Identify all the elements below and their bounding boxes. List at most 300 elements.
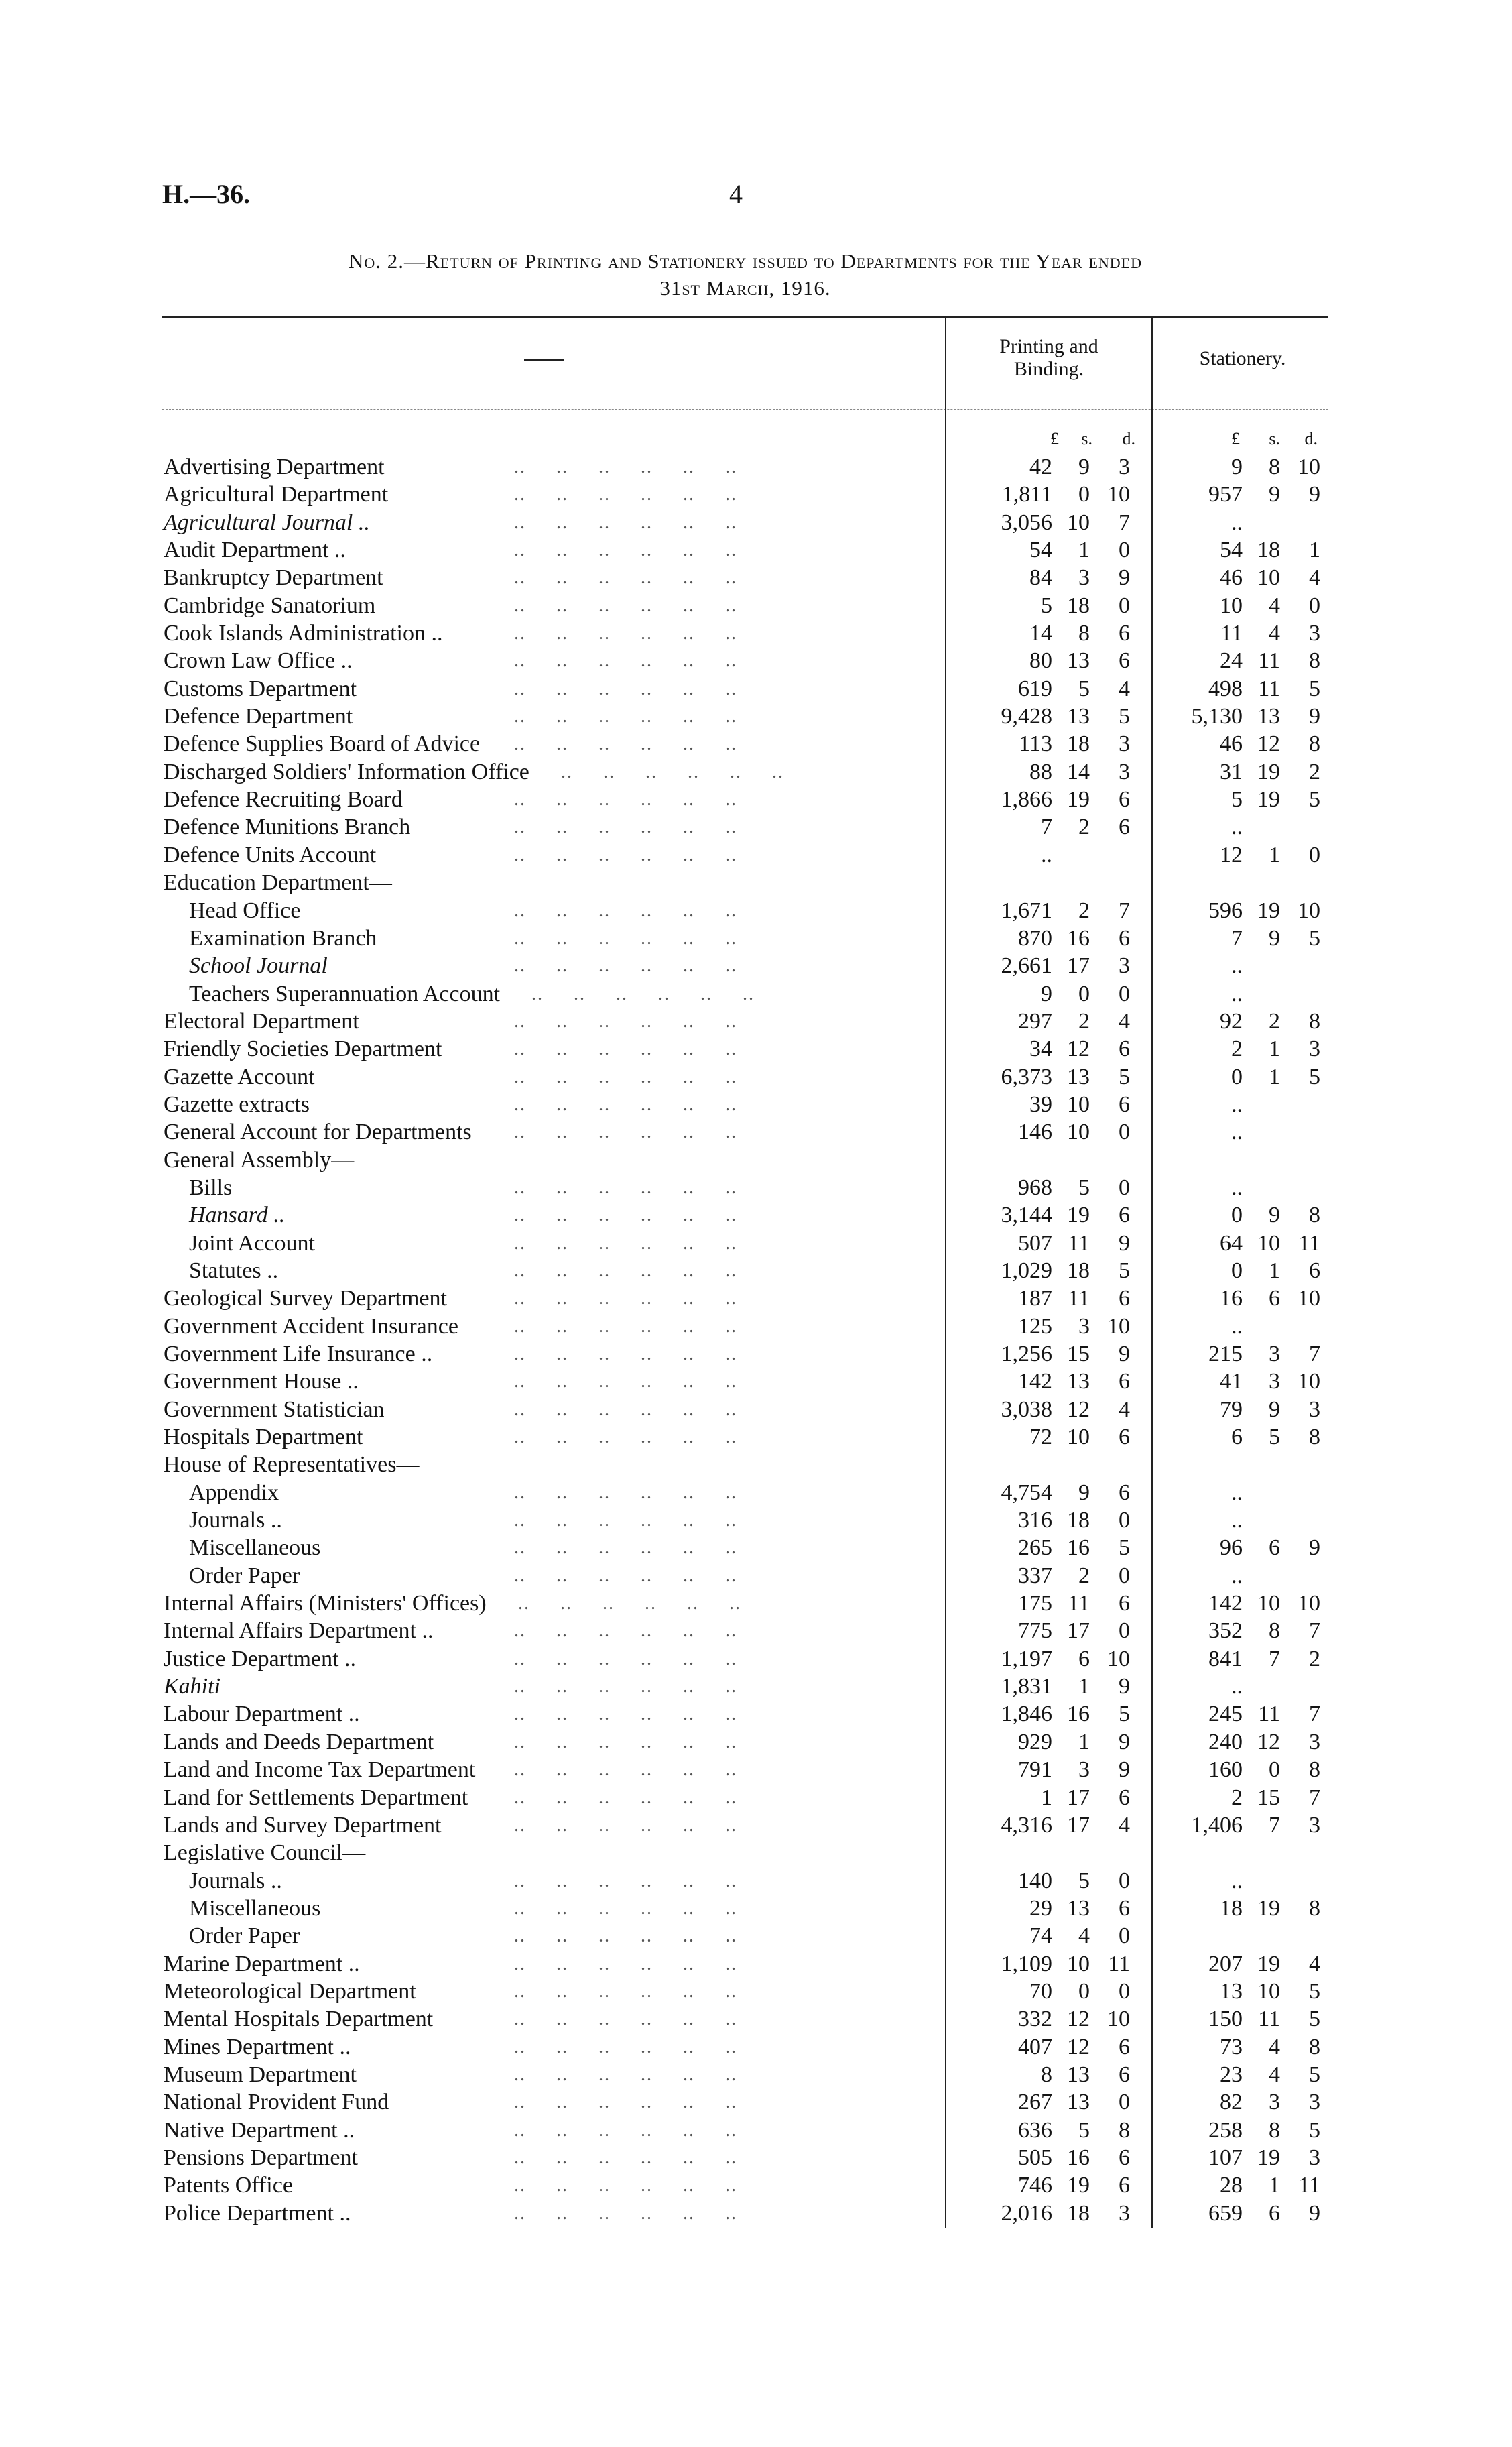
leader-dots: .. .. .. .. .. .. <box>496 650 737 672</box>
leader-dots: .. .. .. .. .. .. <box>496 706 737 727</box>
cell-printing-pounds: 5 <box>1041 593 1052 618</box>
leader-dots: .. .. .. .. .. .. <box>496 1759 737 1781</box>
table-row <box>0 1423 1512 1451</box>
cell-printing-shillings: 13 <box>1067 704 1090 729</box>
table-row <box>0 1451 1512 1478</box>
cell-stationery-pence: 8 <box>1309 1425 1320 1450</box>
leader-dots: .. .. .. .. .. .. <box>496 1427 737 1448</box>
cell-printing-shillings: 3 <box>1078 565 1090 591</box>
cell-stationery-shillings: 10 <box>1257 1591 1280 1616</box>
table-row <box>0 952 1512 979</box>
row-label: Marine Department .. <box>164 1951 360 1976</box>
leader-dots: .. .. .. .. .. .. <box>496 2092 737 2113</box>
cell-stationery-pence: 0 <box>1309 593 1320 618</box>
leader-dots: .. .. .. .. .. .. <box>496 484 737 505</box>
leader-dots: .. .. .. .. .. .. <box>496 1510 737 1531</box>
cell-stationery-pounds: 96 <box>1220 1535 1243 1561</box>
cell-printing-shillings: 2 <box>1078 898 1090 923</box>
cell-printing-shillings: 1 <box>1078 538 1090 563</box>
leader-dots: .. .. .. .. .. .. <box>496 1371 737 1392</box>
leader-dots: .. .. .. .. .. .. <box>496 1122 737 1143</box>
cell-stationery-shillings: 15 <box>1257 1785 1280 1810</box>
row-label: Order Paper <box>189 1923 300 1949</box>
leader-dots: .. .. .. .. .. .. <box>496 1344 737 1364</box>
cell-printing-shillings: 3 <box>1078 1313 1090 1339</box>
leader-dots: .. .. .. .. .. .. <box>496 1482 737 1503</box>
cell-stationery-pounds: 5,130 <box>1191 704 1243 729</box>
cell-stationery-pence: 3 <box>1309 621 1320 646</box>
row-label: Miscellaneous <box>189 1895 321 1921</box>
cell-stationery-pounds: 245 <box>1208 1702 1243 1727</box>
cell-stationery-pence: 10 <box>1298 455 1320 479</box>
cell-printing-pence: 0 <box>1119 1978 1130 2004</box>
cell-printing-pounds: 267 <box>1018 2090 1052 2115</box>
row-label: Gazette Account <box>164 1064 315 1089</box>
cell-stationery-pounds: .. <box>1231 953 1243 979</box>
cell-stationery-shillings: 9 <box>1269 1396 1280 1422</box>
row-label: Police Department .. <box>164 2200 351 2226</box>
cell-stationery-shillings: 8 <box>1269 2117 1280 2143</box>
table-row <box>0 1201 1512 1229</box>
table-row <box>0 1257 1512 1285</box>
cell-printing-shillings: 13 <box>1067 2062 1090 2087</box>
cell-printing-shillings: 13 <box>1067 1064 1090 1089</box>
cell-printing-shillings: 13 <box>1067 1369 1090 1394</box>
page-header <box>162 178 1369 219</box>
cell-stationery-pounds: 28 <box>1220 2173 1243 2198</box>
table-row <box>0 1230 1512 1257</box>
row-label: Bills <box>189 1175 233 1200</box>
cell-printing-pence: 0 <box>1119 1618 1130 1644</box>
leader-dots: .. .. .. .. .. .. <box>496 1676 737 1697</box>
cell-stationery-shillings: 9 <box>1269 482 1280 508</box>
cell-stationery-pence: 3 <box>1309 2145 1320 2170</box>
cell-stationery-pounds: 0 <box>1231 1203 1243 1228</box>
cell-stationery-pounds: 352 <box>1208 1618 1243 1644</box>
header-printing-binding <box>952 335 1146 381</box>
cell-stationery-shillings: 11 <box>1258 676 1280 701</box>
cell-printing-pence: 11 <box>1108 1951 1130 1976</box>
leader-dots: .. .. .. .. .. .. <box>496 1398 737 1420</box>
table-row <box>0 647 1512 674</box>
cell-printing-pounds: 9,428 <box>1001 704 1052 729</box>
cell-printing-pence: 5 <box>1119 1535 1130 1561</box>
cell-printing-pounds: 4,316 <box>1001 1812 1052 1838</box>
cell-printing-pence: 3 <box>1119 455 1130 479</box>
leader-dots: .. .. .. .. .. .. <box>496 1288 737 1309</box>
cell-printing-pounds: 1,846 <box>1001 1702 1052 1727</box>
row-label: Meteorological Department <box>164 1978 416 2004</box>
cell-printing-shillings: 12 <box>1067 2034 1090 2060</box>
cell-stationery-pounds: 31 <box>1220 759 1243 784</box>
cell-stationery-pounds: .. <box>1231 1313 1243 1339</box>
row-label: Hansard .. <box>189 1203 286 1228</box>
document-reference: H.—36. <box>162 179 251 209</box>
cell-printing-pence: 6 <box>1119 2062 1130 2087</box>
leader-dots: .. .. .. .. .. .. <box>496 2175 737 2196</box>
leader-dots: .. .. .. .. .. .. <box>496 567 737 589</box>
cell-printing-pence: 0 <box>1119 593 1130 618</box>
cell-printing-pence: 8 <box>1119 2117 1130 2143</box>
table-title <box>162 248 1328 302</box>
header-stationery: Stationery. <box>1199 347 1286 369</box>
table-row <box>0 1950 1512 1978</box>
cell-printing-shillings: 16 <box>1067 1535 1090 1561</box>
cell-printing-pence: 0 <box>1119 538 1130 563</box>
row-label: Bankruptcy Department <box>164 565 383 591</box>
cell-printing-shillings: 10 <box>1067 1425 1090 1450</box>
cell-printing-pence: 6 <box>1119 787 1130 813</box>
cell-printing-pence: 0 <box>1119 1923 1130 1949</box>
cell-stationery-pence: 9 <box>1309 704 1320 729</box>
leader-dots: .. .. .. .. .. .. <box>496 512 737 533</box>
cell-printing-pounds: 636 <box>1018 2117 1052 2143</box>
cell-stationery-pounds: .. <box>1231 1091 1243 1117</box>
row-label: Legislative Council— <box>164 1840 366 1866</box>
leader-dots: .. .. .. .. .. .. <box>496 1953 737 1974</box>
row-label: Head Office <box>189 898 301 923</box>
cell-printing-shillings: 19 <box>1067 787 1090 813</box>
table-row <box>0 1922 1512 1950</box>
cell-stationery-pence: 5 <box>1309 2117 1320 2143</box>
cell-printing-pounds: 507 <box>1018 1230 1052 1256</box>
table-row <box>0 592 1512 619</box>
leader-dots: .. .. .. .. .. .. <box>543 761 784 782</box>
leader-dots: .. .. .. .. .. .. <box>496 595 737 616</box>
cell-printing-pounds: 297 <box>1018 1008 1052 1034</box>
row-label: Gazette extracts <box>164 1091 310 1117</box>
cell-printing-shillings: 9 <box>1078 455 1090 479</box>
cell-stationery-shillings: 10 <box>1257 1978 1280 2004</box>
leader-dots: .. .. .. .. .. .. <box>496 1038 737 1060</box>
cell-stationery-pounds: 150 <box>1208 2007 1243 2032</box>
cell-stationery-shillings: 4 <box>1269 2034 1280 2060</box>
cell-stationery-pence: 8 <box>1309 648 1320 674</box>
cell-stationery-pounds: 258 <box>1208 2117 1243 2143</box>
row-label: Land for Settlements Department <box>164 1785 468 1810</box>
cell-printing-shillings: 5 <box>1078 676 1090 701</box>
cell-stationery-pence: 11 <box>1298 2173 1320 2198</box>
cell-printing-pounds: 3,038 <box>1001 1396 1052 1422</box>
cell-printing-pounds: 175 <box>1018 1591 1052 1616</box>
cell-stationery-pounds: .. <box>1231 815 1243 840</box>
cell-stationery-shillings: 19 <box>1257 759 1280 784</box>
table-row <box>0 536 1512 564</box>
cell-stationery-pounds: 596 <box>1208 898 1243 923</box>
cell-printing-pounds: 332 <box>1018 2007 1052 2032</box>
cell-printing-shillings: 10 <box>1067 1091 1090 1117</box>
cell-stationery-pounds: 64 <box>1220 1230 1243 1256</box>
cell-stationery-shillings: 7 <box>1269 1812 1280 1838</box>
cell-stationery-pounds: .. <box>1231 1175 1243 1200</box>
row-label: House of Representatives— <box>164 1452 420 1478</box>
cell-printing-pence: 0 <box>1119 2090 1130 2115</box>
cell-printing-pence: 6 <box>1119 1425 1130 1450</box>
cell-stationery-shillings: 1 <box>1269 1036 1280 1062</box>
cell-printing-pence: 10 <box>1107 482 1130 508</box>
cell-printing-pence: 9 <box>1119 1341 1130 1366</box>
table-row <box>0 897 1512 924</box>
cell-printing-pounds: 316 <box>1018 1508 1052 1533</box>
cell-printing-pounds: 1,029 <box>1001 1258 1052 1283</box>
table-row <box>0 1895 1512 1922</box>
table-row <box>0 2144 1512 2171</box>
cell-stationery-shillings: 12 <box>1257 731 1280 757</box>
row-label: Government Statistician <box>164 1396 385 1422</box>
cell-printing-pence: 5 <box>1119 704 1130 729</box>
cell-printing-pounds: 1,811 <box>1001 482 1052 508</box>
cell-printing-pounds: 791 <box>1018 1757 1052 1783</box>
cell-stationery-shillings: 6 <box>1269 1535 1280 1561</box>
table-row <box>0 730 1512 758</box>
cell-printing-pence: 3 <box>1119 759 1130 784</box>
cell-stationery-pounds: 9 <box>1231 455 1243 479</box>
units-stationery <box>1157 429 1328 452</box>
table-row <box>0 1091 1512 1118</box>
cell-printing-shillings: 13 <box>1067 1895 1090 1921</box>
table-row <box>0 1811 1512 1839</box>
cell-stationery-pence: 5 <box>1309 925 1320 951</box>
table-row <box>0 509 1512 536</box>
cell-printing-pounds: 142 <box>1018 1369 1052 1394</box>
stub-header-dash <box>524 359 564 361</box>
cell-stationery-pence: 7 <box>1309 1618 1320 1644</box>
table-row <box>0 758 1512 786</box>
row-label: Labour Department .. <box>164 1702 360 1727</box>
cell-printing-shillings: 18 <box>1067 731 1090 757</box>
cell-printing-shillings: 10 <box>1067 1120 1090 1145</box>
leader-dots: .. .. .. .. .. .. <box>496 733 737 755</box>
cell-printing-shillings: 0 <box>1078 981 1090 1006</box>
cell-printing-pounds: 265 <box>1018 1535 1052 1561</box>
cell-stationery-pounds: 142 <box>1208 1591 1243 1616</box>
unit-shilling: s. <box>1269 429 1280 449</box>
cell-printing-pounds: 1,671 <box>1001 898 1052 923</box>
table-row <box>0 980 1512 1008</box>
cell-stationery-pence: 8 <box>1309 1895 1320 1921</box>
cell-printing-shillings: 9 <box>1078 1480 1090 1505</box>
cell-stationery-shillings: 11 <box>1258 2007 1280 2032</box>
table-row <box>0 1285 1512 1312</box>
row-label: Lands and Deeds Department <box>164 1729 434 1754</box>
cell-printing-pounds: 140 <box>1018 1868 1052 1893</box>
cell-printing-pounds: 146 <box>1018 1120 1052 1145</box>
table-row <box>0 2061 1512 2088</box>
cell-stationery-pounds: 79 <box>1220 1396 1243 1422</box>
table-row <box>0 2088 1512 2116</box>
leader-dots: .. .. .. .. .. .. <box>496 1620 737 1642</box>
cell-stationery-shillings: 4 <box>1269 593 1280 618</box>
cell-printing-shillings: 17 <box>1067 1812 1090 1838</box>
cell-stationery-pounds: 11 <box>1220 621 1243 646</box>
header-printing-line-2: Binding. <box>1013 358 1084 380</box>
cell-stationery-shillings: 11 <box>1258 648 1280 674</box>
leader-dots: .. .. .. .. .. .. <box>496 1260 737 1281</box>
cell-printing-pence: 10 <box>1107 1646 1130 1671</box>
leader-dots: .. .. .. .. .. .. <box>496 1232 737 1254</box>
row-label: Friendly Societies Department <box>164 1036 442 1062</box>
table-row <box>0 675 1512 703</box>
cell-printing-shillings: 6 <box>1078 1646 1090 1671</box>
cell-printing-pence: 7 <box>1119 510 1130 535</box>
cell-printing-shillings: 0 <box>1078 482 1090 508</box>
cell-stationery-pounds: 46 <box>1220 565 1243 591</box>
cell-printing-shillings: 2 <box>1078 815 1090 840</box>
unit-pence: d. <box>1122 429 1135 449</box>
cell-printing-pounds: 1,197 <box>1001 1646 1052 1671</box>
cell-printing-pounds: 34 <box>1029 1036 1052 1062</box>
table-row <box>0 2116 1512 2144</box>
table-row <box>0 1008 1512 1035</box>
cell-printing-shillings: 5 <box>1078 1868 1090 1893</box>
cell-stationery-pence: 3 <box>1309 1729 1320 1754</box>
table-row <box>0 1313 1512 1340</box>
cell-stationery-pence: 10 <box>1298 898 1320 923</box>
cell-printing-shillings: 17 <box>1067 1785 1090 1810</box>
cell-stationery-pence: 2 <box>1309 759 1320 784</box>
cell-printing-shillings: 3 <box>1078 1757 1090 1783</box>
cell-printing-pounds: 187 <box>1018 1286 1052 1311</box>
table-row <box>0 1479 1512 1506</box>
cell-stationery-shillings: 19 <box>1257 1895 1280 1921</box>
cell-stationery-pence: 6 <box>1309 1258 1320 1283</box>
cell-printing-pence: 3 <box>1119 953 1130 979</box>
cell-stationery-shillings: 3 <box>1269 2090 1280 2115</box>
leader-dots: .. .. .. .. .. .. <box>496 1010 737 1032</box>
cell-printing-shillings: 2 <box>1078 1563 1090 1588</box>
row-label: Agricultural Journal .. <box>164 510 370 535</box>
table-row <box>0 564 1512 591</box>
table-row <box>0 703 1512 730</box>
cell-stationery-pence: 5 <box>1309 2007 1320 2032</box>
cell-printing-pence: 0 <box>1119 981 1130 1006</box>
row-label: Land and Income Tax Department <box>164 1757 476 1783</box>
cell-stationery-pounds: 2 <box>1231 1036 1243 1062</box>
leader-dots: .. .. .. .. .. .. <box>496 1537 737 1559</box>
row-label: Joint Account <box>189 1230 315 1256</box>
cell-printing-pounds: 3,144 <box>1001 1203 1052 1228</box>
cell-printing-pence: 4 <box>1119 1396 1130 1422</box>
row-label: Internal Affairs (Ministers' Offices) <box>164 1591 487 1616</box>
cell-stationery-shillings: 12 <box>1257 1729 1280 1754</box>
cell-printing-pounds: 80 <box>1029 648 1052 674</box>
cell-printing-shillings: 17 <box>1067 953 1090 979</box>
cell-stationery-pounds: .. <box>1231 1120 1243 1145</box>
table-row <box>0 2033 1512 2061</box>
row-label: Appendix <box>189 1480 279 1505</box>
table-row <box>0 1368 1512 1395</box>
cell-stationery-pence: 5 <box>1309 2062 1320 2087</box>
table-row <box>0 924 1512 952</box>
leader-dots: .. .. .. .. .. .. <box>496 1093 737 1115</box>
cell-printing-pounds: 113 <box>1019 731 1052 757</box>
cell-stationery-shillings: 1 <box>1269 1258 1280 1283</box>
leader-dots: .. .. .. .. .. .. <box>496 1814 737 1836</box>
cell-printing-shillings: 18 <box>1067 1508 1090 1533</box>
cell-printing-pounds: 14 <box>1029 621 1052 646</box>
cell-printing-shillings: 10 <box>1067 1951 1090 1976</box>
table-row <box>0 1118 1512 1146</box>
cell-printing-shillings: 18 <box>1067 1258 1090 1283</box>
cell-stationery-shillings: 1 <box>1269 842 1280 868</box>
row-label: Mental Hospitals Department <box>164 2007 434 2032</box>
cell-printing-pence: 9 <box>1119 1230 1130 1256</box>
table-row <box>0 2171 1512 2199</box>
cell-stationery-pounds: 6 <box>1231 1425 1243 1450</box>
table-row <box>0 813 1512 841</box>
cell-printing-pounds: .. <box>1041 842 1052 868</box>
leader-dots: .. .. .. .. .. .. <box>496 2009 737 2030</box>
cell-printing-pounds: 870 <box>1018 925 1052 951</box>
row-label: Lands and Survey Department <box>164 1812 442 1838</box>
cell-stationery-shillings: 7 <box>1269 1646 1280 1671</box>
cell-printing-pence: 6 <box>1119 1286 1130 1311</box>
cell-printing-shillings: 14 <box>1067 759 1090 784</box>
row-label: Pensions Department <box>164 2145 358 2170</box>
cell-printing-pounds: 2,016 <box>1001 2200 1052 2226</box>
cell-printing-pence: 6 <box>1119 1480 1130 1505</box>
cell-stationery-pence: 2 <box>1309 1646 1320 1671</box>
cell-stationery-pounds: 92 <box>1220 1008 1243 1034</box>
cell-stationery-pounds: 957 <box>1208 482 1243 508</box>
row-label: Education Department— <box>164 870 392 896</box>
cell-stationery-shillings: 19 <box>1257 787 1280 813</box>
header-printing-line-1: Printing and <box>999 335 1098 357</box>
leader-dots: .. .. .. .. .. .. <box>496 1731 737 1752</box>
leader-dots: .. .. .. .. .. .. <box>496 678 737 699</box>
table-row <box>0 1562 1512 1590</box>
cell-stationery-pence: 9 <box>1309 1535 1320 1561</box>
cell-printing-shillings: 4 <box>1078 1923 1090 1949</box>
leader-dots: .. .. .. .. .. .. <box>496 1980 737 2002</box>
cell-printing-pence: 9 <box>1119 1729 1130 1754</box>
cell-stationery-pounds: 107 <box>1208 2145 1243 2170</box>
leader-dots: .. .. .. .. .. .. <box>500 1593 741 1614</box>
row-label: Customs Department <box>164 676 357 701</box>
cell-printing-shillings: 5 <box>1078 2117 1090 2143</box>
cell-printing-shillings: 1 <box>1078 1729 1090 1754</box>
leader-dots: .. .. .. .. .. .. <box>496 1315 737 1337</box>
cell-stationery-pence: 5 <box>1309 1064 1320 1089</box>
leader-dots: .. .. .. .. .. .. <box>496 1066 737 1087</box>
cell-printing-pounds: 7 <box>1041 815 1052 840</box>
cell-printing-pounds: 746 <box>1018 2173 1052 2198</box>
leader-dots: .. .. .. .. .. .. <box>496 789 737 811</box>
cell-stationery-pounds: 2 <box>1231 1785 1243 1810</box>
cell-stationery-pence: 4 <box>1309 1951 1320 1976</box>
cell-printing-pence: 6 <box>1119 1369 1130 1394</box>
cell-printing-pounds: 2,661 <box>1001 953 1052 979</box>
row-label: Defence Munitions Branch <box>164 815 411 840</box>
cell-printing-pounds: 74 <box>1029 1923 1052 1949</box>
cell-printing-shillings: 17 <box>1067 1618 1090 1644</box>
cell-stationery-pence: 8 <box>1309 731 1320 757</box>
cell-stationery-pounds: 160 <box>1208 1757 1243 1783</box>
cell-stationery-pounds: .. <box>1231 1674 1243 1699</box>
row-label: Miscellaneous <box>189 1535 321 1561</box>
cell-stationery-pounds: .. <box>1231 1508 1243 1533</box>
row-label: School Journal <box>189 953 328 979</box>
cell-printing-shillings: 13 <box>1067 648 1090 674</box>
title-line-1 <box>162 248 1328 275</box>
table-row <box>0 1617 1512 1645</box>
cell-printing-pence: 3 <box>1119 731 1130 757</box>
row-label: Government Accident Insurance <box>164 1313 458 1339</box>
cell-stationery-pounds: .. <box>1231 1868 1243 1893</box>
title-line-2: 31st March, 1916. <box>659 276 831 300</box>
table-row <box>0 1978 1512 2005</box>
cell-printing-shillings: 2 <box>1078 1008 1090 1034</box>
